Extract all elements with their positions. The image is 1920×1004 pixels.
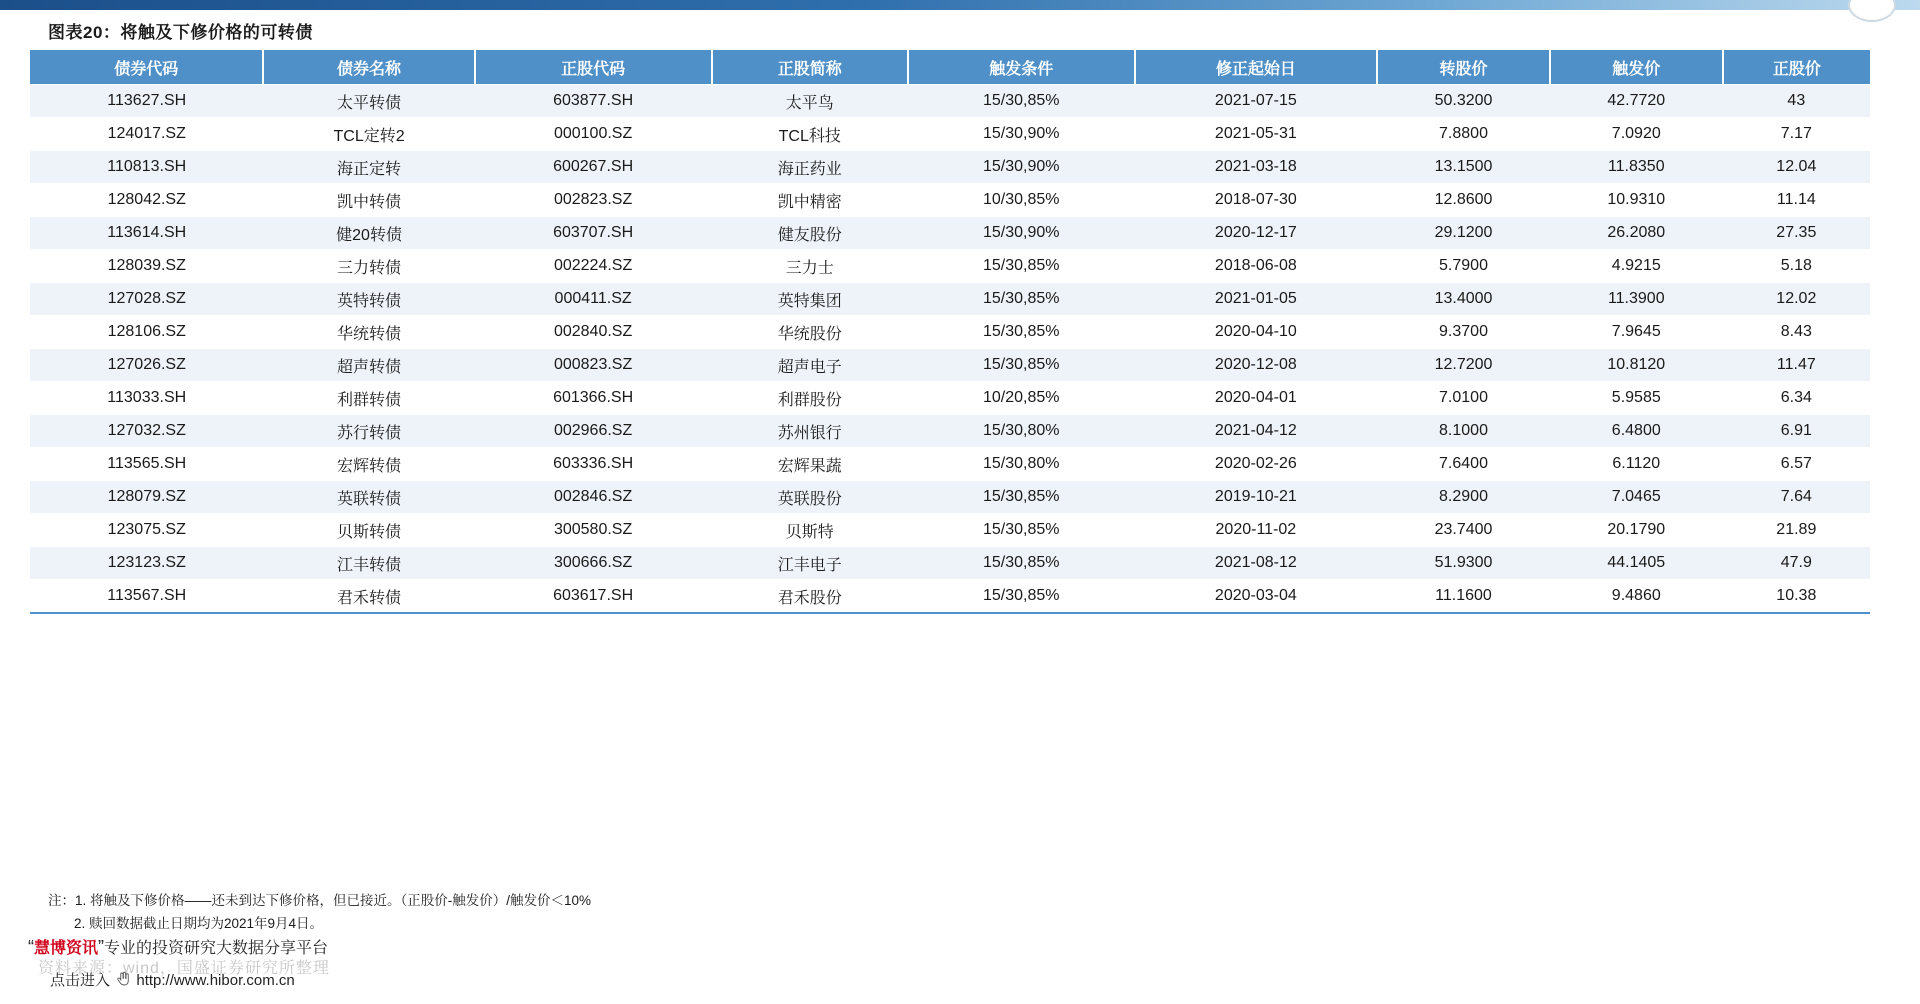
table-cell: 15/30,85% (908, 85, 1135, 118)
table-cell: 5.18 (1723, 250, 1870, 283)
table-cell: 6.57 (1723, 448, 1870, 481)
table-row (30, 580, 1870, 614)
table-cell: 11.3900 (1550, 283, 1723, 316)
table-cell: 2018-06-08 (1135, 250, 1378, 283)
table-cell: 50.3200 (1377, 85, 1550, 118)
table-cell: 20.1790 (1550, 514, 1723, 547)
table-cell: 15/30,85% (908, 481, 1135, 514)
table-cell: 113627.SH (30, 85, 263, 118)
table-cell: 7.6400 (1377, 448, 1550, 481)
table-cell: 11.1600 (1377, 580, 1550, 614)
table-cell: 11.14 (1723, 184, 1870, 217)
table-cell: 超声电子 (712, 349, 908, 382)
table-cell: 300666.SZ (475, 547, 712, 580)
table-cell: 11.8350 (1550, 151, 1723, 184)
table-cell: 2021-01-05 (1135, 283, 1378, 316)
table-cell: 海正药业 (712, 151, 908, 184)
table-cell: 128106.SZ (30, 316, 263, 349)
table-cell: 002966.SZ (475, 415, 712, 448)
footnote-line-1: 注：1. 将触及下修价格——还未到达下修价格，但已接近。（正股价-触发价）/触发价＜10% (48, 893, 592, 908)
table-cell: 7.0920 (1550, 118, 1723, 151)
table-body (30, 85, 1870, 614)
table-cell: 苏行转债 (263, 415, 474, 448)
table-cell: 苏州银行 (712, 415, 908, 448)
table-cell: 8.1000 (1377, 415, 1550, 448)
table-cell: 江丰转债 (263, 547, 474, 580)
table-cell: 15/30,80% (908, 415, 1135, 448)
table-cell: 601366.SH (475, 382, 712, 415)
table-row (30, 250, 1870, 283)
table-row (30, 481, 1870, 514)
table-cell: 15/30,80% (908, 448, 1135, 481)
table-cell: 6.34 (1723, 382, 1870, 415)
table-cell: 123075.SZ (30, 514, 263, 547)
table-cell: 凯中精密 (712, 184, 908, 217)
column-header-conversion-price: 转股价 (1377, 50, 1550, 85)
table-cell: 5.7900 (1377, 250, 1550, 283)
table-cell: 7.64 (1723, 481, 1870, 514)
table-cell: 002823.SZ (475, 184, 712, 217)
table-cell: 凯中转债 (263, 184, 474, 217)
table-cell: 113565.SH (30, 448, 263, 481)
table-row (30, 382, 1870, 415)
table-cell: 15/30,90% (908, 118, 1135, 151)
table-cell: 6.91 (1723, 415, 1870, 448)
table-cell: 002224.SZ (475, 250, 712, 283)
table-cell: 12.8600 (1377, 184, 1550, 217)
table-cell: 51.9300 (1377, 547, 1550, 580)
column-header-revision-start-date: 修正起始日 (1135, 50, 1378, 85)
table-cell: 8.43 (1723, 316, 1870, 349)
quote-close: ” (98, 937, 105, 957)
table-header-row (30, 50, 1870, 85)
table-cell: 15/30,85% (908, 283, 1135, 316)
convertible-bond-table (30, 50, 1870, 614)
table-row (30, 448, 1870, 481)
table-cell: 2019-10-21 (1135, 481, 1378, 514)
table-cell: 君禾股份 (712, 580, 908, 614)
table-cell: 42.7720 (1550, 85, 1723, 118)
footnotes (48, 890, 591, 936)
table-cell: 12.7200 (1377, 349, 1550, 382)
table-cell: 贝斯特 (712, 514, 908, 547)
table-cell: TCL科技 (712, 118, 908, 151)
column-header-stock-name: 正股简称 (712, 50, 908, 85)
table-cell: 君禾转债 (263, 580, 474, 614)
table-cell: 9.3700 (1377, 316, 1550, 349)
table-cell: 江丰电子 (712, 547, 908, 580)
table-cell: 127026.SZ (30, 349, 263, 382)
table-cell: 三力士 (712, 250, 908, 283)
table-cell: 15/30,85% (908, 514, 1135, 547)
table-cell: 15/30,85% (908, 250, 1135, 283)
top-decorative-bar (0, 0, 1920, 10)
table-cell: 27.35 (1723, 217, 1870, 250)
table-cell: 128039.SZ (30, 250, 263, 283)
table-cell: 宏辉果蔬 (712, 448, 908, 481)
table-cell: 7.0100 (1377, 382, 1550, 415)
table-cell: 三力转债 (263, 250, 474, 283)
table-cell: 8.2900 (1377, 481, 1550, 514)
table-cell: 300580.SZ (475, 514, 712, 547)
table-cell: 000100.SZ (475, 118, 712, 151)
table-cell: 太平鸟 (712, 85, 908, 118)
table-row (30, 283, 1870, 316)
table-cell: 健20转债 (263, 217, 474, 250)
column-header-trigger-condition: 触发条件 (908, 50, 1135, 85)
brand-name: 慧博资讯 (34, 940, 99, 957)
table-cell: 华统股份 (712, 316, 908, 349)
table-cell: 2020-11-02 (1135, 514, 1378, 547)
table-cell: 000823.SZ (475, 349, 712, 382)
table-cell: 603336.SH (475, 448, 712, 481)
table-row (30, 217, 1870, 250)
table-cell: 利群转债 (263, 382, 474, 415)
table-cell: 2021-03-18 (1135, 151, 1378, 184)
table-cell: 贝斯转债 (263, 514, 474, 547)
table-cell: 113033.SH (30, 382, 263, 415)
table-cell: 15/30,85% (908, 547, 1135, 580)
table-cell: 10.9310 (1550, 184, 1723, 217)
table-cell: 113567.SH (30, 580, 263, 614)
table-cell: 23.7400 (1377, 514, 1550, 547)
table-cell: 2020-12-08 (1135, 349, 1378, 382)
table-cell: 6.1120 (1550, 448, 1723, 481)
table-cell: 127028.SZ (30, 283, 263, 316)
table-cell: 2020-04-01 (1135, 382, 1378, 415)
table-cell: 21.89 (1723, 514, 1870, 547)
table-row (30, 184, 1870, 217)
table-cell: 7.0465 (1550, 481, 1723, 514)
table-cell: 15/30,90% (908, 217, 1135, 250)
table-cell: 002846.SZ (475, 481, 712, 514)
footnote-line-2: 2. 赎回数据截止日期均为2021年9月4日。 (74, 915, 324, 931)
table-cell: 29.1200 (1377, 217, 1550, 250)
table-cell: 2020-12-17 (1135, 217, 1378, 250)
table-cell: 2021-04-12 (1135, 415, 1378, 448)
table-cell: 603617.SH (475, 580, 712, 614)
table-cell: 15/30,85% (908, 349, 1135, 382)
site-url[interactable]: http://www.hibor.com.cn (136, 972, 295, 989)
table-cell: 超声转债 (263, 349, 474, 382)
table-cell: 603877.SH (475, 85, 712, 118)
table-row (30, 85, 1870, 118)
table-cell: 2021-07-15 (1135, 85, 1378, 118)
table-cell: 15/30,90% (908, 151, 1135, 184)
table-cell: 10.8120 (1550, 349, 1723, 382)
page-title: 图表20：将触及下修价格的可转债 (48, 23, 313, 42)
table-cell: 2020-04-10 (1135, 316, 1378, 349)
table-cell: 10/20,85% (908, 382, 1135, 415)
table-row (30, 415, 1870, 448)
table-cell: 健友股份 (712, 217, 908, 250)
table-cell: 英联转债 (263, 481, 474, 514)
table-cell: 太平转债 (263, 85, 474, 118)
table-cell: 600267.SH (475, 151, 712, 184)
quote-open: “ (28, 937, 34, 957)
table-row (30, 151, 1870, 184)
table-cell: 110813.SH (30, 151, 263, 184)
table-cell: 15/30,85% (908, 316, 1135, 349)
table-cell: 9.4860 (1550, 580, 1723, 614)
table-cell: 2021-08-12 (1135, 547, 1378, 580)
table-cell: 12.04 (1723, 151, 1870, 184)
table-cell: 5.9585 (1550, 382, 1723, 415)
table-cell: 2020-02-26 (1135, 448, 1378, 481)
table-cell: 英特集团 (712, 283, 908, 316)
table-cell: 44.1405 (1550, 547, 1723, 580)
column-header-stock-code: 正股代码 (475, 50, 712, 85)
source-watermark: 资料来源：wind，国盛证券研究所整理 (38, 960, 330, 977)
table-cell: 4.9215 (1550, 250, 1723, 283)
column-header-trigger-price: 触发价 (1550, 50, 1723, 85)
table-cell: 127032.SZ (30, 415, 263, 448)
table-row (30, 349, 1870, 382)
table-cell: 6.4800 (1550, 415, 1723, 448)
table-cell: 英特转债 (263, 283, 474, 316)
table-cell: 13.4000 (1377, 283, 1550, 316)
table-cell: 113614.SH (30, 217, 263, 250)
column-header-bond-name: 债券名称 (263, 50, 474, 85)
table-cell: 26.2080 (1550, 217, 1723, 250)
table-cell: 603707.SH (475, 217, 712, 250)
table-cell: 10.38 (1723, 580, 1870, 614)
table-cell: 000411.SZ (475, 283, 712, 316)
table-cell: 宏辉转债 (263, 448, 474, 481)
table-row (30, 547, 1870, 580)
enter-text: 点击进入 (50, 972, 111, 989)
table-cell: 2020-03-04 (1135, 580, 1378, 614)
table-cell: 华统转债 (263, 316, 474, 349)
table-cell: 128079.SZ (30, 481, 263, 514)
table-cell: 2021-05-31 (1135, 118, 1378, 151)
table-cell: 15/30,85% (908, 580, 1135, 614)
table-cell: 47.9 (1723, 547, 1870, 580)
table-cell: TCL定转2 (263, 118, 474, 151)
table-cell: 002840.SZ (475, 316, 712, 349)
table-header (30, 50, 1870, 85)
table-row (30, 118, 1870, 151)
column-header-bond-code: 债券代码 (30, 50, 263, 85)
brand-tagline: 专业的投资研究大数据分享平台 (104, 940, 329, 957)
table-cell: 7.9645 (1550, 316, 1723, 349)
table-cell: 43 (1723, 85, 1870, 118)
table-cell: 利群股份 (712, 382, 908, 415)
table-cell: 海正定转 (263, 151, 474, 184)
table-cell: 2018-07-30 (1135, 184, 1378, 217)
table-cell: 11.47 (1723, 349, 1870, 382)
table-cell: 13.1500 (1377, 151, 1550, 184)
column-header-stock-price: 正股价 (1723, 50, 1870, 85)
table-cell: 英联股份 (712, 481, 908, 514)
table-row (30, 514, 1870, 547)
page-badge (1848, 0, 1896, 22)
table-cell: 124017.SZ (30, 118, 263, 151)
table-cell: 123123.SZ (30, 547, 263, 580)
table-cell: 12.02 (1723, 283, 1870, 316)
table-row (30, 316, 1870, 349)
table-cell: 7.17 (1723, 118, 1870, 151)
table-cell: 128042.SZ (30, 184, 263, 217)
table-cell: 10/30,85% (908, 184, 1135, 217)
table-cell: 7.8800 (1377, 118, 1550, 151)
